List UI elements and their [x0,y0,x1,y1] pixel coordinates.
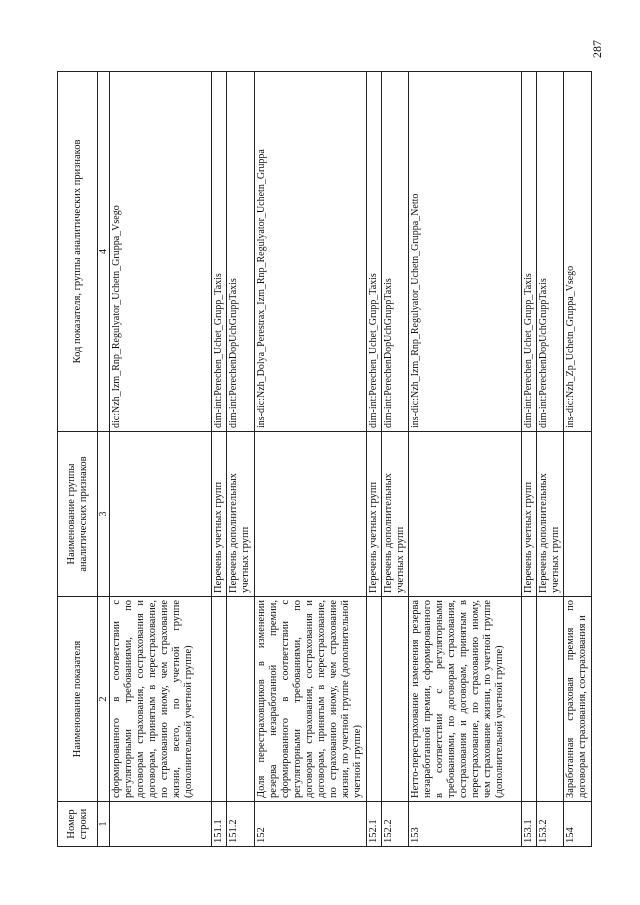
table-row [409,72,521,847]
indicator-code: dim-int:PerechenDopUchGruppTaxis [227,72,254,432]
indicator-code: dim-int:PerechenDopUchGruppTaxis [536,72,563,432]
indicator-code: ins-dic:Nzh_Dolya_Perestrax_Izm_Rnp_Regulyator_Uchetn_Gruppa [254,72,366,432]
row-number: 154 [563,802,591,847]
group-name: Перечень учетных групп [367,432,382,597]
row-number: 152.1 [367,802,382,847]
table-row [254,72,366,847]
indicator-name [536,597,563,802]
col-number: 2 [98,597,110,802]
page-number: 287 [590,40,604,58]
indicator-name [367,597,382,802]
indicator-table [57,71,592,847]
indicator-name: Нетто-перестрахование изменения резерва незаработанной премии, сформированного в соответствии с регуляторными требованиями, по договорам страхования, сострахования и договорам, принятым в перестрахование, по страхованию иному, чем страхование жизни, по учетной группе (дополнительной учетной группе) [409,597,521,802]
indicator-code: dim-int:Perechen_Uchet_Grupp_Taxis [367,72,382,432]
indicator-code: dic:Nzh_Izm_Rnp_Regulyator_Uchetn_Gruppa_Vsego [110,72,212,432]
indicator-code: dim-int:PerechenDopUchGruppTaxis [382,72,409,432]
group-name: Перечень учетных групп [521,432,536,597]
table-row [521,72,536,847]
indicator-code: dim-int:Perechen_Uchet_Grupp_Taxis [212,72,227,432]
col-number: 1 [98,802,110,847]
table-row [382,72,409,847]
group-name: Перечень дополнительных учетных групп [227,432,254,597]
indicator-name [521,597,536,802]
indicator-name: Заработанная страховая премия по договорам страхования, сострахования и [563,597,591,802]
row-number: 153.1 [521,802,536,847]
indicator-code: ins-dic:Nzh_Izm_Rnp_Regulyator_Uchetn_Gruppa_Netto [409,72,521,432]
table-row [563,72,591,847]
row-number [110,802,212,847]
group-name [409,432,521,597]
row-number: 153 [409,802,521,847]
header-indicator-name: Наименование показателя [58,597,98,802]
group-name [254,432,366,597]
group-name [563,432,591,597]
table-row [110,72,212,847]
group-name: Перечень учетных групп [212,432,227,597]
indicator-name [212,597,227,802]
indicator-name [227,597,254,802]
table-row [536,72,563,847]
header-code: Код показателя, группы аналитических признаков [58,72,98,432]
indicator-code: dim-int:Perechen_Uchet_Grupp_Taxis [521,72,536,432]
row-number: 153.2 [536,802,563,847]
group-name: Перечень дополнительных учетных групп [382,432,409,597]
row-number: 152.2 [382,802,409,847]
group-name: Перечень дополнительных учетных групп [536,432,563,597]
rotated-table-container [57,72,592,847]
row-number: 151.1 [212,802,227,847]
row-number: 151.2 [227,802,254,847]
col-number: 4 [98,72,110,432]
indicator-name [382,597,409,802]
header-row-number: Номер строки [58,802,98,847]
table-row [367,72,382,847]
table-row [212,72,227,847]
indicator-name: сформированного в соответствии с регуляторными требованиями, по договорам страхования, сострахования и договорам, принятым в перестрахование, по страхованию иному, чем страхование жизни, всего, по учетной группе (дополнительной учетной группе) [110,597,212,802]
indicator-name: Доля перестраховщиков в изменении резерва незаработанной премии, сформированного в соответствии с регуляторными требованиями, по договорам страхования, сострахования и договорам, принятым в перестрахование, по страхованию иному, чем страхование жизни, по учетной группе (дополнительной учетной группе) [254,597,366,802]
table-row [227,72,254,847]
col-number: 3 [98,432,110,597]
row-number: 152 [254,802,366,847]
indicator-code: ins-dic:Nzh_Zp_Uchetn_Gruppa_Vsego [563,72,591,432]
group-name [110,432,212,597]
header-group-name: Наименование группы аналитических признаков [58,432,98,597]
